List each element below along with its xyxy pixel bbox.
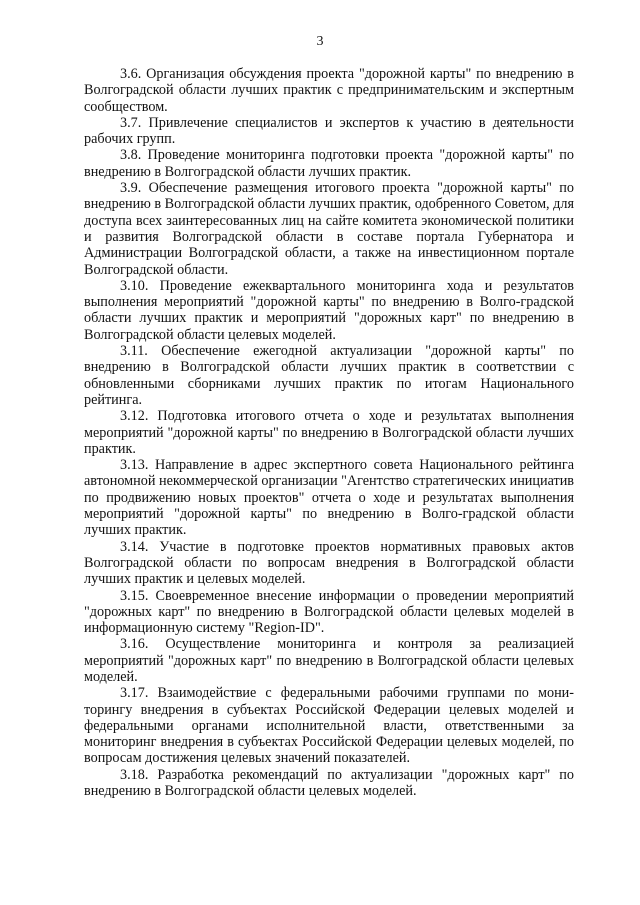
paragraph-3-10: 3.10. Проведение ежеквартального мониторинга хода и результатов выполнения мероприятий "дорожной карты" по внедрению в Волго-градской области лучших практик и мероприятий "дорожных карт" по внедрению в Волгоградской области целевых моделей.: [84, 277, 574, 343]
paragraph-3-16: 3.16. Осуществление мониторинга и контроля за реализацией мероприятий "дорожных карт" по внедрению в Волгоградской области целевых моделей.: [84, 636, 574, 685]
paragraph-3-6: 3.6. Организация обсуждения проекта "дорожной карты" по внедрению в Волгоградской области лучших практик с предпринимательским и экспертным сообществом.: [84, 66, 574, 115]
paragraph-3-8: 3.8. Проведение мониторинга подготовки проекта "дорожной карты" по внедрению в Волгоградской области лучших практик.: [84, 147, 574, 180]
paragraph-3-15: 3.15. Своевременное внесение информации о проведении мероприятий "дорожных карт" по внедрению в Волгоградской области целевых моделей в информационную систему "Region-ID".: [84, 587, 574, 637]
paragraph-3-14: 3.14. Участие в подготовке проектов нормативных правовых актов Волгоградской области по вопросам внедрения в Волгоградской области лучших практик и целевых моделей.: [84, 538, 574, 588]
paragraph-3-17: 3.17. Взаимодействие с федеральными рабочими группами по мони-торингу внедрения в субъектах Российской Федерации целевых моделей и федеральными органами исполнительной власти, ответственными за мониторинг внедрения в субъектах Российской Федерации целевых моделей, по вопросам достижения целевых значений показателей.: [84, 685, 574, 767]
document-body: [84, 66, 574, 799]
page-number: 3: [316, 34, 324, 49]
paragraph-3-18: 3.18. Разработка рекомендаций по актуализации "дорожных карт" по внедрению в Волгоградской области целевых моделей.: [84, 766, 574, 800]
paragraph-3-9: 3.9. Обеспечение размещения итогового проекта "дорожной карты" по внедрению в Волгоградской области лучших практик, одобренного Советом, для доступа всех заинтересованных лиц на сайте комитета экономической политики и развития Волгоградской области в составе портала Губернатора и Администрации Волгоградской области, а также на инвестиционном портале Волгоградской области.: [84, 180, 574, 278]
paragraph-3-13: 3.13. Направление в адрес экспертного совета Национального рейтинга автономной некоммерческой организации "Агентство стратегических инициатив по продвижению новых проектов" отчета о ходе и результатах выполнения мероприятий "дорожной карты" по внедрению в Волго-градской области лучших практик.: [84, 457, 574, 539]
paragraph-3-11: 3.11. Обеспечение ежегодной актуализации "дорожной карты" по внедрению в Волгоградской области лучших практик в соответствии с обновленными сборниками лучших практик по итогам Национального рейтинга.: [84, 343, 574, 408]
paragraph-3-12: 3.12. Подготовка итогового отчета о ходе и результатах выполнения мероприятий "дорожной карты" по внедрению в Волгоградской области лучших практик.: [84, 408, 574, 457]
paragraph-3-7: 3.7. Привлечение специалистов и экспертов к участию в деятельности рабочих групп.: [84, 114, 574, 148]
